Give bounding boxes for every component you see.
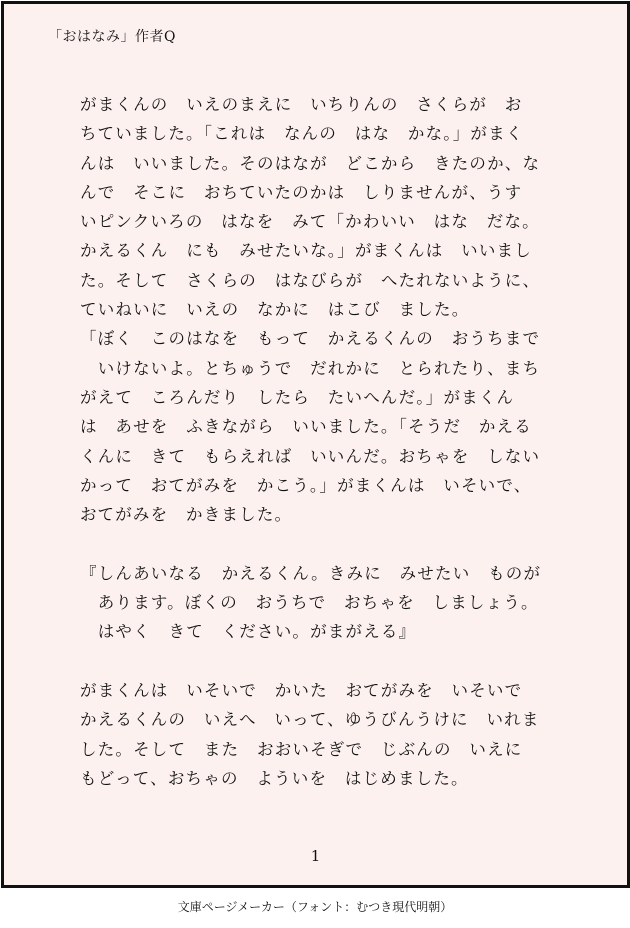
text-line: いけないよ。とちゅうで だれかに とられたり、まち [80,358,541,378]
page-number: 1 [310,847,321,865]
text-line: おてがみを かきました。 [80,505,293,525]
text-line: がえて ころんだり したら たいへんだ。」がまくん [80,387,515,407]
text-line: ていねいに いえの なかに はこび ました。 [80,300,470,320]
text-line: はやく きて ください。がまがえる』 [80,622,417,642]
body-text [80,90,560,793]
text-line: がまくんは いそいで かいた おてがみを いそいで [80,680,523,700]
footer-credit: 文庫ページメーカー（フォント：むつき現代明朝） [177,900,453,914]
book-page [1,1,630,888]
text-line: んは いいました。そのはなが どこから きたのか、な [80,153,541,173]
text-line: いピンクいろの はなを みて「かわいい はな だな。 [80,212,540,232]
page-header-title: 「おはなみ」作者Q [48,29,176,45]
text-line: んで そこに おちていたのかは しりませんが、うす [80,182,523,202]
text-line: くんに きて もらえれば いいんだ。おちゃを しない [80,446,541,466]
text-line: た。そして さくらの はなびらが へたれないように、 [80,270,541,290]
text-line: ちていました。「これは なんの はな かな。」がまく [80,124,524,144]
text-line: 『しんあいなる かえるくん。きみに みせたい ものが [80,563,542,583]
text-line: あります。ぼくの おうちで おちゃを しましょう。 [80,593,539,613]
text-line: がまくんの いえのまえに いちりんの さくらが お [80,95,523,114]
blank-line [80,529,560,558]
text-line: かって おてがみを かこう。」がまくんは いそいで、 [80,475,532,495]
text-line: かえるくん にも みせたいな。」がまくんは いいまし [80,241,532,261]
text-line: もどって、おちゃの よういを はじめました。 [80,768,469,788]
text-line: は あせを ふきながら いいました。「そうだ かえる [80,417,532,437]
text-line: した。そして また おおいそぎで じぶんの いえに [80,739,523,759]
text-line: 「ぼく このはなを もって かえるくんの おうちまで [80,329,541,349]
text-line: かえるくんの いえへ いって、ゆうびんうけに いれま [80,710,540,730]
blank-line [80,647,560,676]
